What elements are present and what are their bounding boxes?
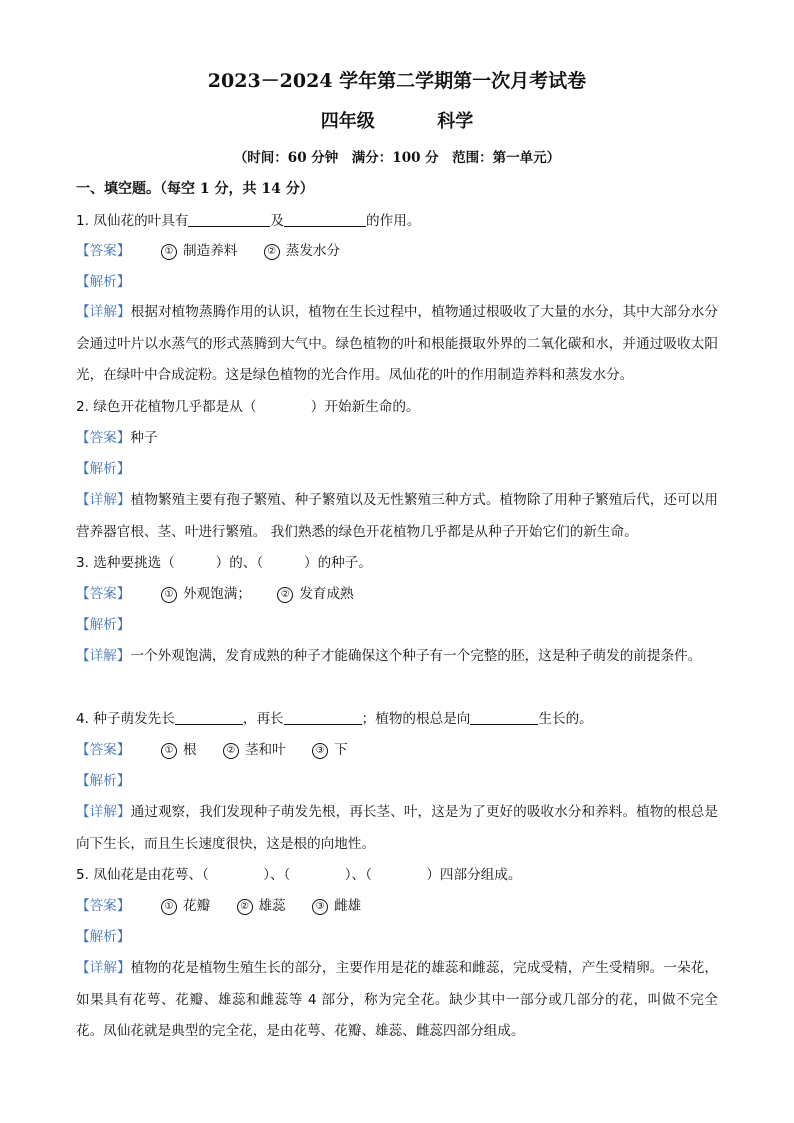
answer-blank xyxy=(284,212,366,227)
answer-text: 发育成熟 xyxy=(299,586,354,602)
exam-meta: （时间：60 分钟 满分：100 分 范围：第一单元） xyxy=(233,150,561,166)
detail-label: 【详解】 xyxy=(76,304,131,320)
answer-text: 根 xyxy=(183,742,197,758)
answer-row-1 xyxy=(76,242,718,260)
answer-item xyxy=(264,242,340,260)
answer-row-4 xyxy=(76,741,718,759)
question-3: 3. 选种要挑选（ ）的、（ ）的种子。 xyxy=(76,555,372,571)
subject-label: 科学 xyxy=(437,111,474,132)
answer-item xyxy=(161,897,210,915)
answer-number: ① xyxy=(161,899,177,915)
answer-blank xyxy=(175,710,243,725)
exam-title: 2023－2024 学年第二学期第一次月考试卷 xyxy=(207,70,587,92)
detail-paragraph-2 xyxy=(76,485,718,548)
analysis-label: 【解析】 xyxy=(76,773,131,789)
answer-text: 下 xyxy=(334,742,348,758)
answer-text: 外观饱满； xyxy=(183,586,251,602)
question-4-stem-d: 生长的。 xyxy=(538,711,593,727)
answer-row-5 xyxy=(76,897,718,915)
detail-text: 通过观察，我们发现种子萌发先根，再长茎、叶，这是为了更好的吸收水分和养料。植物的根总是向下生长，而且生长速度很快，这是根的向地性。 xyxy=(76,804,719,852)
answer-text: 蒸发水分 xyxy=(285,243,341,259)
answer-number: ② xyxy=(277,587,293,603)
detail-paragraph-1 xyxy=(76,297,718,392)
detail-text: 植物繁殖主要有孢子繁殖、种子繁殖以及无性繁殖三种方式。植物除了用种子繁殖后代，还可以用营养器官根、茎、叶进行繁殖。 我们熟悉的绿色开花植物几乎都是从种子开始它们的新生命。 xyxy=(76,492,719,540)
answer-number: ② xyxy=(237,899,253,915)
answer-number: ③ xyxy=(312,899,328,915)
detail-paragraph-4 xyxy=(76,797,718,860)
answer-number: ③ xyxy=(312,743,328,759)
question-4-stem-c: ；植物的根总是向 xyxy=(361,711,471,727)
answer-item xyxy=(161,585,251,603)
question-5: 5. 凤仙花是由花萼、（ ）、（ ）、（ ）四部分组成。 xyxy=(76,867,522,883)
answer-item xyxy=(312,897,361,915)
answer-item xyxy=(223,741,286,759)
question-1-stem-b: 及 xyxy=(270,213,285,229)
answer-row-3 xyxy=(76,585,718,603)
answer-item xyxy=(161,741,197,759)
answer-text: 种子 xyxy=(130,430,158,446)
detail-label: 【详解】 xyxy=(76,960,131,976)
answer-text: 花瓣 xyxy=(183,898,211,914)
question-1-stem-a: 1. 凤仙花的叶具有 xyxy=(76,213,189,229)
question-2: 2. 绿色开花植物几乎都是从（ ）开始新生命的。 xyxy=(76,399,420,415)
analysis-label: 【解析】 xyxy=(76,929,131,945)
answer-label: 【答案】 xyxy=(76,742,131,758)
question-4-stem-a: 4. 种子萌发先长 xyxy=(76,711,175,727)
answer-number: ① xyxy=(161,587,177,603)
grade-label: 四年级 xyxy=(320,111,375,132)
detail-paragraph-5 xyxy=(76,953,718,1048)
question-4 xyxy=(76,710,718,728)
answer-blank xyxy=(284,710,362,725)
detail-text: 植物的花是植物生殖生长的部分，主要作用是花的雄蕊和雌蕊，完成受精，产生受精卵。一朵花，如果具有花萼、花瓣、雄蕊和雌蕊等 4 部分，称为完全花。缺少其中一部分或几部分的花，叫做不完全花。凤仙花就是典型的完全花，是由花萼、花瓣、雄蕊、雌蕊四部分组成。 xyxy=(76,960,719,1039)
answer-number: ② xyxy=(223,743,239,759)
detail-text: 一个外观饱满，发育成熟的种子才能确保这个种子有一个完整的胚，这是种子萌发的前提条件。 xyxy=(130,648,702,664)
answer-blank xyxy=(188,212,270,227)
answer-text: 雄蕊 xyxy=(258,898,286,914)
exam-subtitle xyxy=(0,107,794,133)
analysis-label: 【解析】 xyxy=(76,461,131,477)
section-heading: 一、填空题。（每空 1 分，共 14 分） xyxy=(76,181,314,197)
answer-text: 雌雄 xyxy=(334,898,362,914)
answer-item xyxy=(161,242,237,260)
answer-number: ② xyxy=(264,244,280,260)
answer-item xyxy=(277,585,353,603)
question-4-stem-b: ，再长 xyxy=(242,711,284,727)
detail-label: 【详解】 xyxy=(76,492,131,508)
answer-item xyxy=(312,741,348,759)
answer-text: 制造养料 xyxy=(183,243,238,259)
question-1 xyxy=(76,212,718,230)
detail-paragraph-3 xyxy=(76,641,718,673)
answer-text: 茎和叶 xyxy=(244,742,286,758)
answer-label: 【答案】 xyxy=(76,586,131,602)
answer-label: 【答案】 xyxy=(76,243,131,259)
detail-text: 根据对植物蒸腾作用的认识，植物在生长过程中，植物通过根吸收了大量的水分，其中大部分水分会通过叶片以水蒸气的形式蒸腾到大气中。绿色植物的叶和根能摄取外界的二氧化碳和水，并通过吸收太阳光，在绿叶中合成淀粉。这是绿色植物的光合作用。凤仙花的叶的作用制造养料和蒸发水分。 xyxy=(76,304,719,383)
answer-label: 【答案】 xyxy=(76,898,131,914)
detail-label: 【详解】 xyxy=(76,804,131,820)
answer-number: ① xyxy=(161,743,177,759)
answer-label: 【答案】 xyxy=(76,430,131,446)
question-1-stem-c: 的作用。 xyxy=(366,213,421,229)
analysis-label: 【解析】 xyxy=(76,617,131,633)
detail-label: 【详解】 xyxy=(76,648,131,664)
analysis-label: 【解析】 xyxy=(76,274,131,290)
answer-item xyxy=(237,897,286,915)
answer-row-2 xyxy=(76,429,718,447)
answer-blank xyxy=(470,710,538,725)
answer-number: ① xyxy=(161,244,177,260)
